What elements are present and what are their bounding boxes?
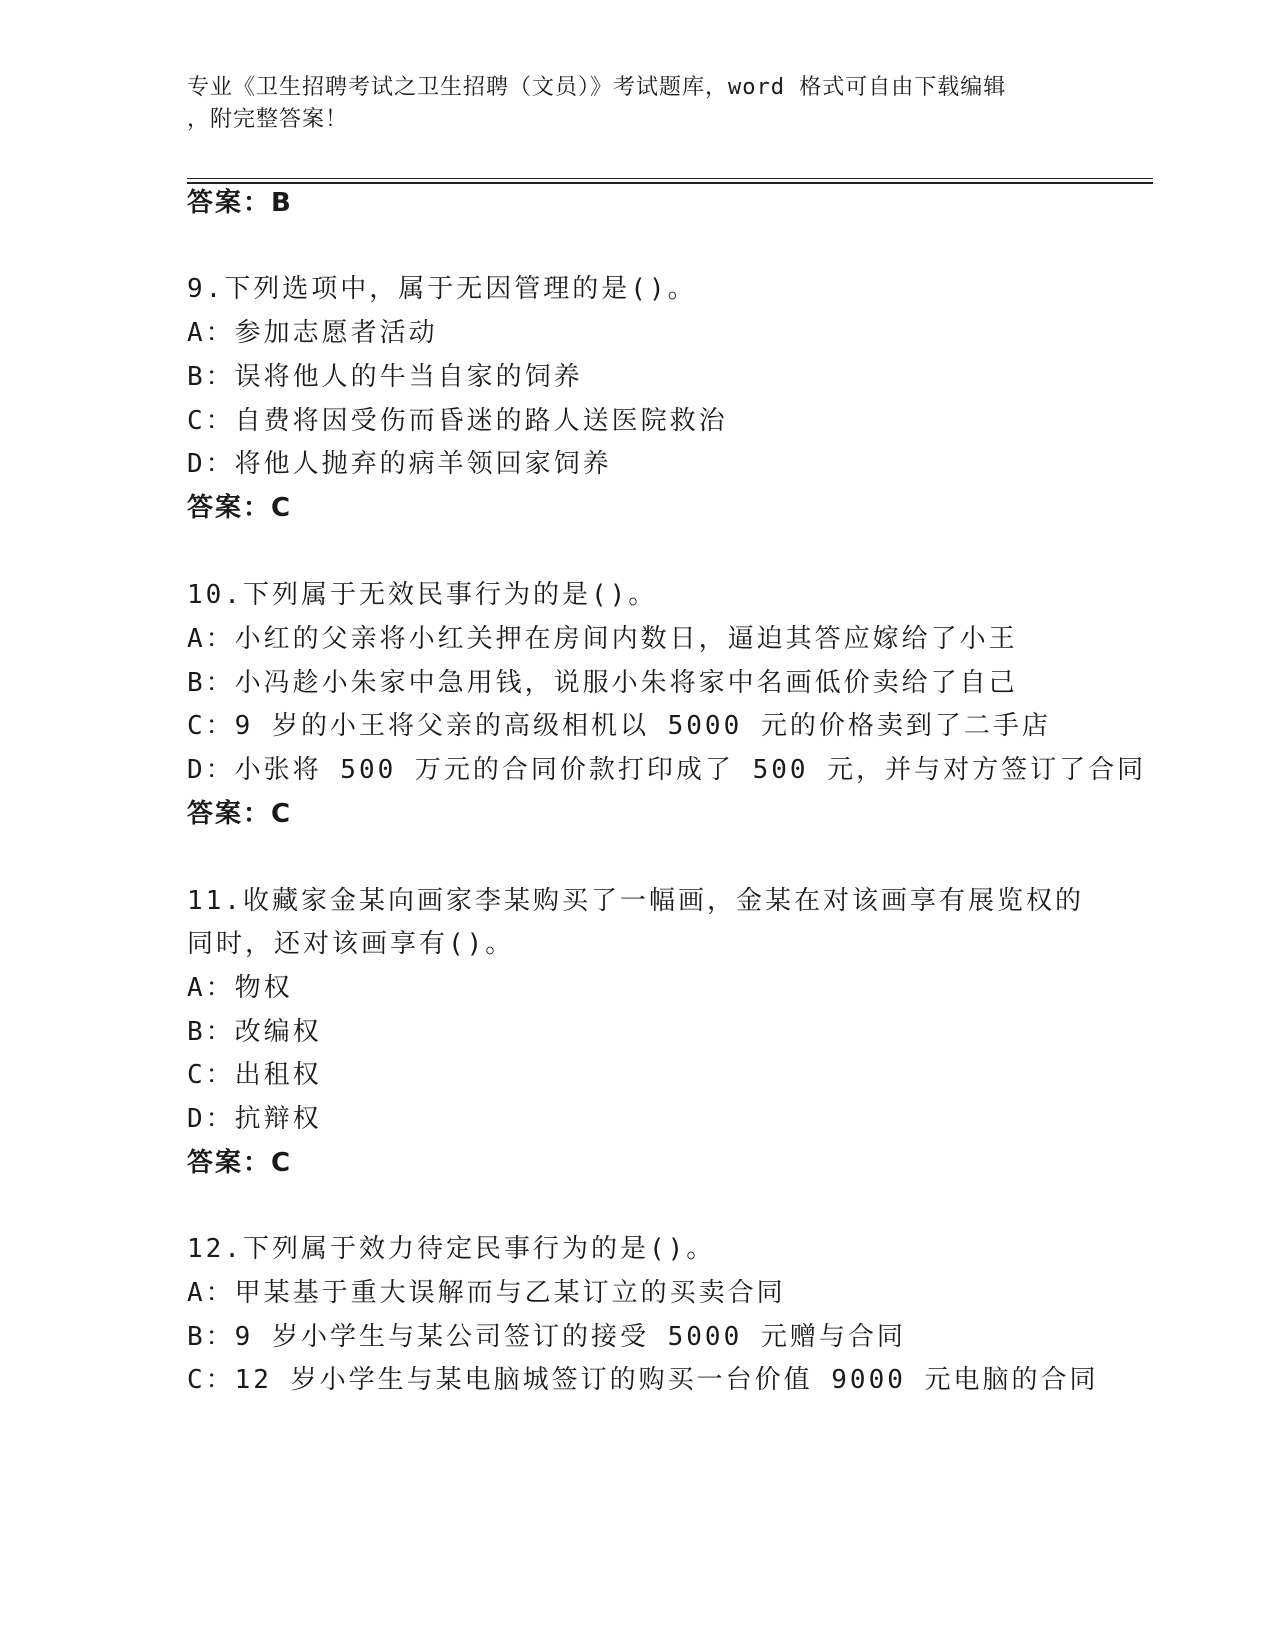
question-12-option-a: A：甲某基于重大误解而与乙某订立的买卖合同 <box>187 1278 786 1308</box>
question-9-stem: 9.下列选项中，属于无因管理的是()。 <box>187 274 697 304</box>
question-10-option-b: B：小冯趁小朱家中急用钱，说服小朱将家中名画低价卖给了自己 <box>187 668 1018 698</box>
question-9-option-c: C：自费将因受伤而昏迷的路人送医院救治 <box>187 406 728 436</box>
question-12-option-b: B：9 岁小学生与某公司签订的接受 5000 元赠与合同 <box>187 1322 906 1352</box>
question-10-option-a: A：小红的父亲将小红关押在房间内数日，逼迫其答应嫁给了小王 <box>187 624 1018 654</box>
question-9-option-b: B：误将他人的牛当自家的饲养 <box>187 362 583 392</box>
question-9-answer: 答案：C <box>187 493 293 523</box>
question-10-option-c: C：9 岁的小王将父亲的高级相机以 5000 元的价格卖到了二手店 <box>187 711 1051 741</box>
question-11-stem-line-1: 11.收藏家金某向画家李某购买了一幅画，金某在对该画享有展览权的 <box>187 886 1084 916</box>
question-11-option-b: B：改编权 <box>187 1017 322 1047</box>
question-11-stem-line-2: 同时，还对该画享有()。 <box>187 929 515 959</box>
question-12-stem: 12.下列属于效力待定民事行为的是()。 <box>187 1234 716 1264</box>
question-10-answer: 答案：C <box>187 799 293 829</box>
question-11-option-a: A：物权 <box>187 973 293 1003</box>
question-9-option-a: A：参加志愿者活动 <box>187 318 438 348</box>
question-11-answer: 答案：C <box>187 1148 293 1178</box>
question-10-stem: 10.下列属于无效民事行为的是()。 <box>187 580 658 610</box>
question-12-option-c: C：12 岁小学生与某电脑城签订的购买一台价值 9000 元电脑的合同 <box>187 1365 1099 1395</box>
header-line-2: ，附完整答案！ <box>187 107 349 132</box>
question-11-option-d: D：抗辩权 <box>187 1104 322 1134</box>
answer-previous: 答案：B <box>187 188 293 218</box>
header-line-1: 专业《卫生招聘考试之卫生招聘（文员）》考试题库，word 格式可自由下载编辑 <box>187 75 1007 100</box>
document-header <box>187 72 1087 136</box>
question-9-option-d: D：将他人抛弃的病羊领回家饲养 <box>187 449 612 479</box>
question-10-option-d: D：小张将 500 万元的合同价款打印成了 500 元，并与对方签订了合同 <box>187 755 1147 785</box>
header-divider-thin <box>187 178 1153 179</box>
question-11-option-c: C：出租权 <box>187 1060 322 1090</box>
header-divider-thick <box>187 182 1153 184</box>
